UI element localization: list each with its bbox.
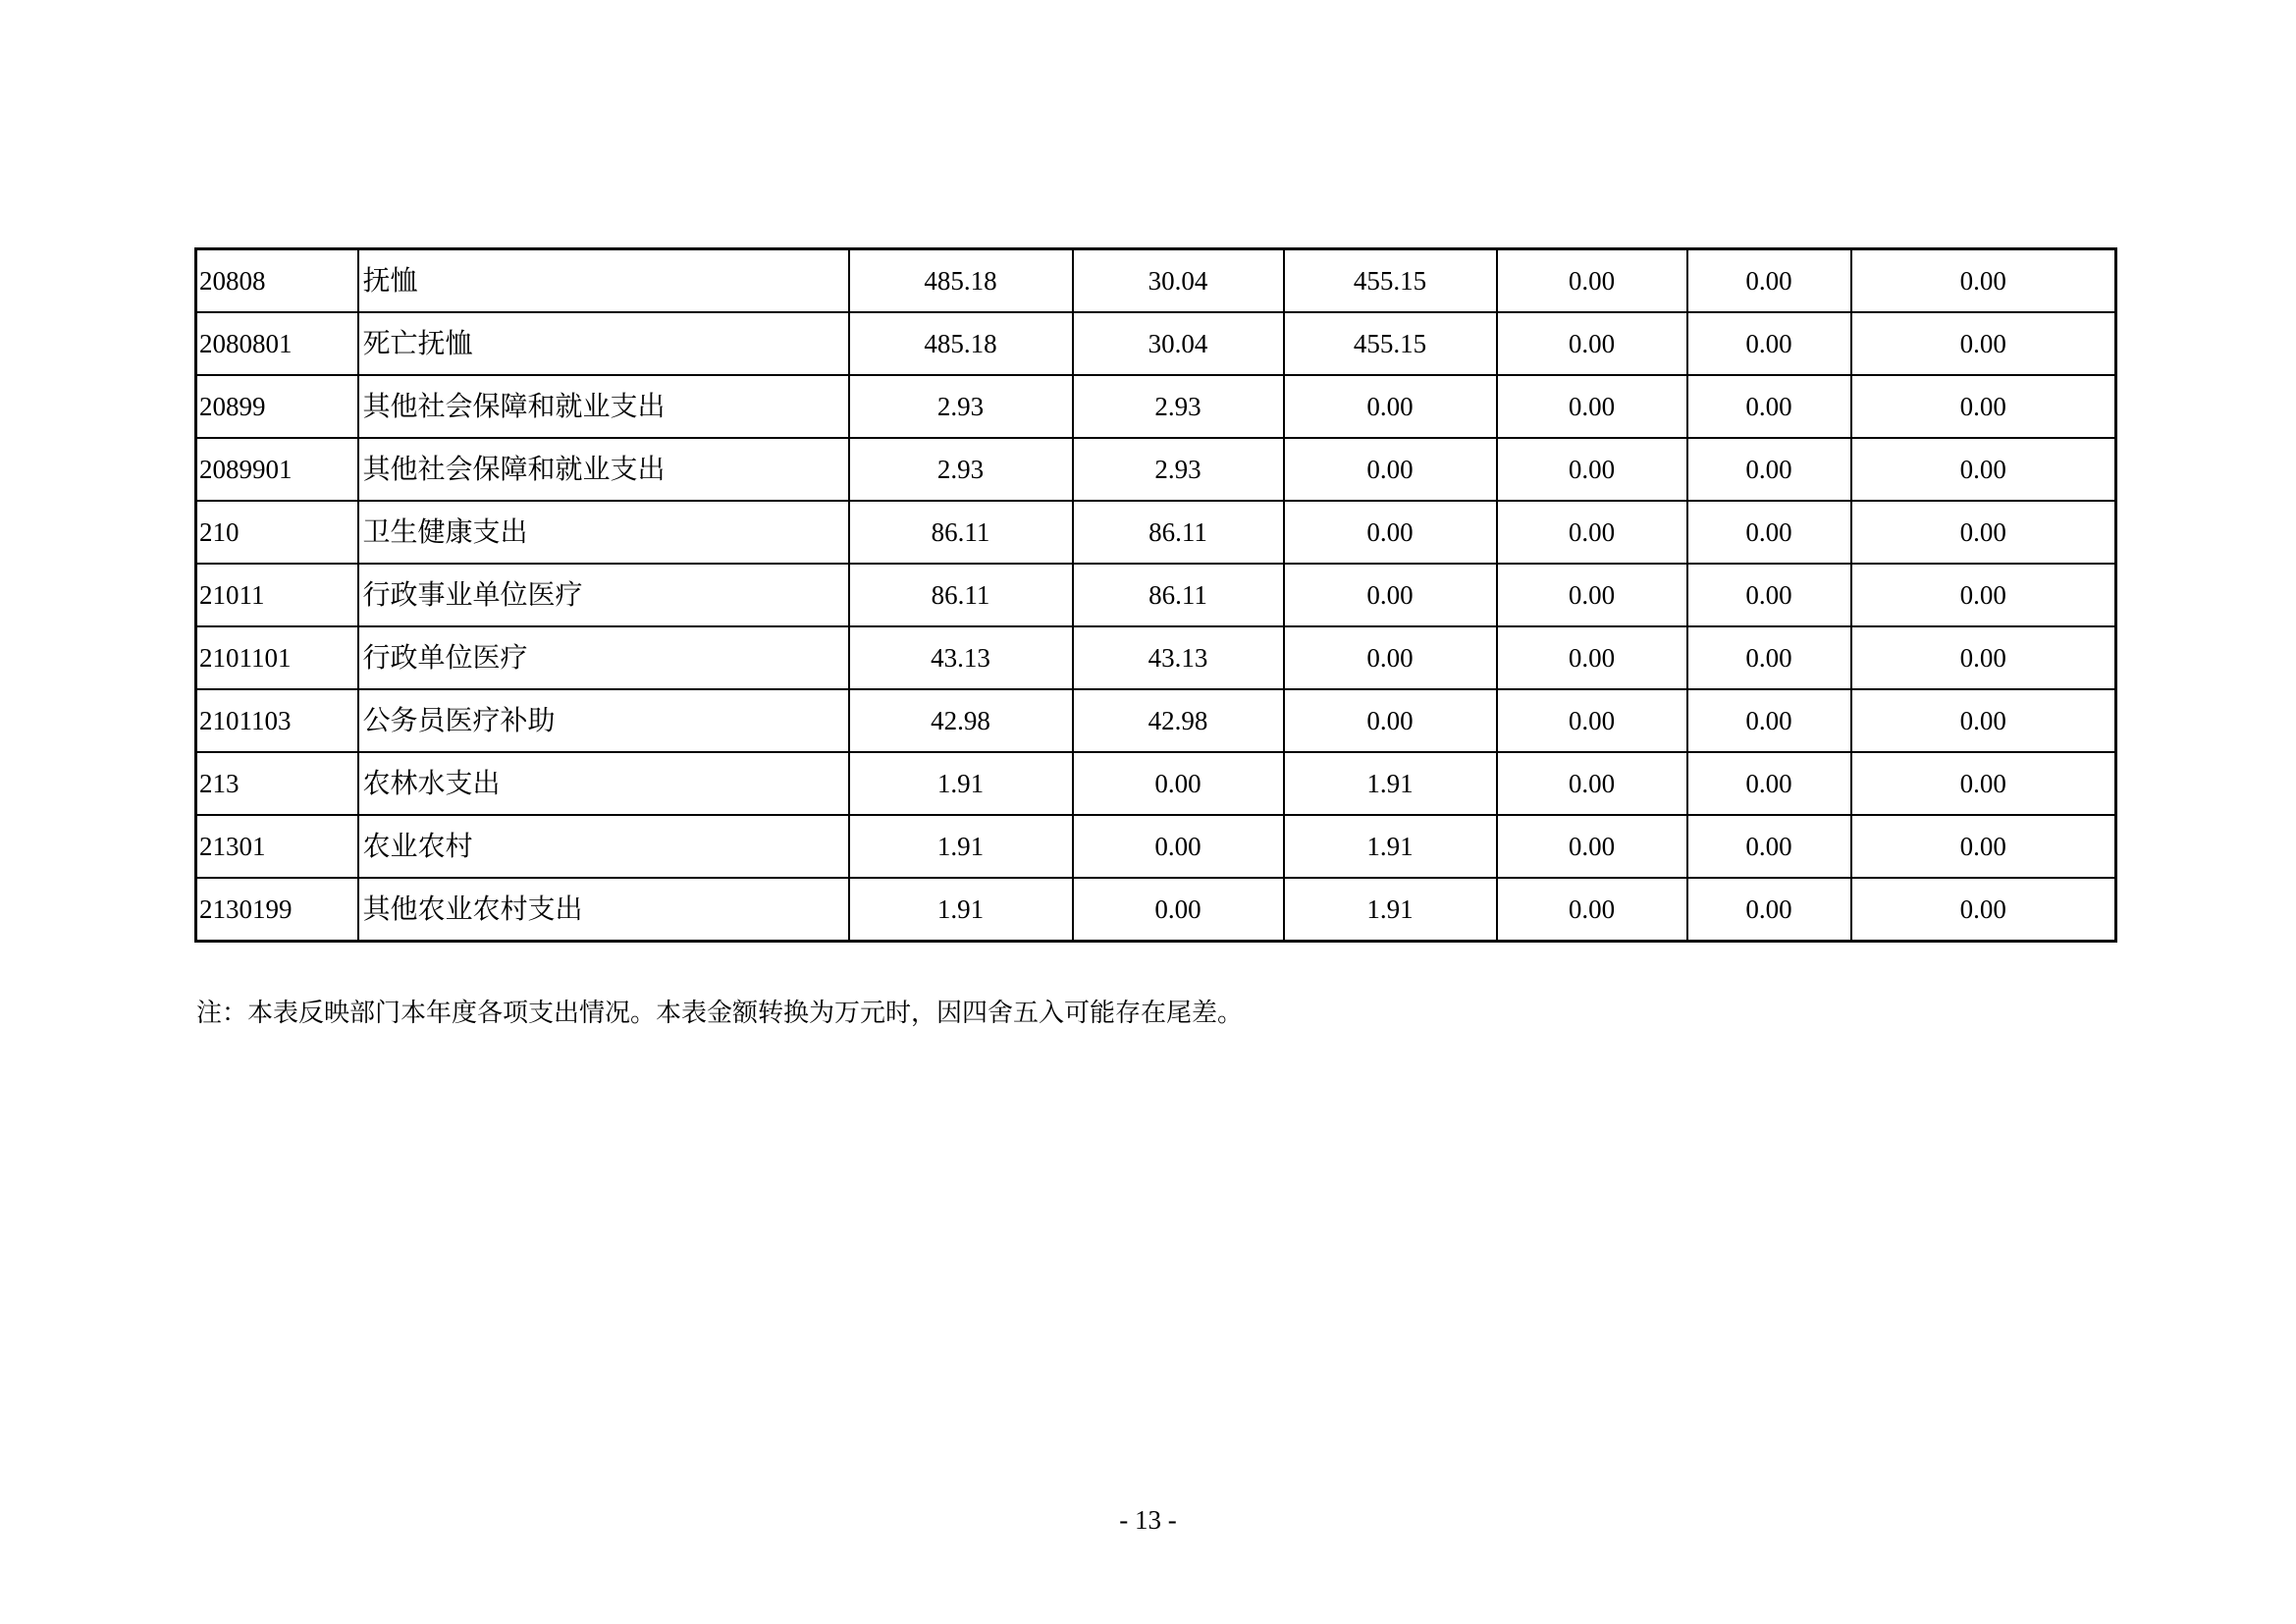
amount-cell: 42.98 — [849, 689, 1073, 752]
amount-cell: 0.00 — [1687, 689, 1851, 752]
subject-name-cell: 公务员医疗补助 — [358, 689, 849, 752]
amount-cell: 0.00 — [1497, 689, 1687, 752]
table-row — [196, 249, 2116, 313]
table-row — [196, 438, 2116, 501]
amount-cell: 1.91 — [849, 752, 1073, 815]
amount-cell: 1.91 — [849, 815, 1073, 878]
subject-code-cell: 21011 — [196, 564, 358, 626]
subject-name-cell: 死亡抚恤 — [358, 312, 849, 375]
subject-code-cell: 2101103 — [196, 689, 358, 752]
amount-cell: 0.00 — [1851, 815, 2116, 878]
amount-cell: 43.13 — [1073, 626, 1284, 689]
amount-cell: 455.15 — [1284, 312, 1497, 375]
amount-cell: 0.00 — [1073, 815, 1284, 878]
amount-cell: 0.00 — [1687, 375, 1851, 438]
amount-cell: 0.00 — [1851, 375, 2116, 438]
amount-cell: 2.93 — [1073, 375, 1284, 438]
subject-name-cell: 其他社会保障和就业支出 — [358, 438, 849, 501]
table-row — [196, 878, 2116, 942]
amount-cell: 0.00 — [1851, 312, 2116, 375]
amount-cell: 0.00 — [1073, 752, 1284, 815]
amount-cell: 1.91 — [849, 878, 1073, 942]
amount-cell: 86.11 — [1073, 564, 1284, 626]
amount-cell: 0.00 — [1073, 878, 1284, 942]
subject-name-cell: 农林水支出 — [358, 752, 849, 815]
amount-cell: 43.13 — [849, 626, 1073, 689]
subject-name-cell: 农业农村 — [358, 815, 849, 878]
amount-cell: 0.00 — [1497, 878, 1687, 942]
amount-cell: 485.18 — [849, 249, 1073, 313]
amount-cell: 0.00 — [1284, 501, 1497, 564]
expenditure-table — [194, 247, 2117, 943]
amount-cell: 2.93 — [1073, 438, 1284, 501]
amount-cell: 30.04 — [1073, 249, 1284, 313]
subject-code-cell: 20808 — [196, 249, 358, 313]
amount-cell: 0.00 — [1851, 438, 2116, 501]
amount-cell: 0.00 — [1851, 564, 2116, 626]
amount-cell: 0.00 — [1497, 312, 1687, 375]
amount-cell: 0.00 — [1687, 815, 1851, 878]
amount-cell: 0.00 — [1851, 249, 2116, 313]
table-row — [196, 312, 2116, 375]
table-row — [196, 501, 2116, 564]
amount-cell: 0.00 — [1851, 501, 2116, 564]
subject-code-cell: 2101101 — [196, 626, 358, 689]
amount-cell: 1.91 — [1284, 815, 1497, 878]
amount-cell: 0.00 — [1497, 815, 1687, 878]
table-row — [196, 375, 2116, 438]
amount-cell: 0.00 — [1687, 626, 1851, 689]
table-note: 注：本表反映部门本年度各项支出情况。本表金额转换为万元时，因四舍五入可能存在尾差。 — [196, 999, 1244, 1028]
amount-cell: 0.00 — [1851, 626, 2116, 689]
amount-cell: 0.00 — [1687, 501, 1851, 564]
subject-code-cell: 21301 — [196, 815, 358, 878]
amount-cell: 86.11 — [849, 501, 1073, 564]
amount-cell: 0.00 — [1851, 689, 2116, 752]
subject-name-cell: 行政事业单位医疗 — [358, 564, 849, 626]
amount-cell: 2.93 — [849, 375, 1073, 438]
amount-cell: 0.00 — [1497, 375, 1687, 438]
amount-cell: 0.00 — [1851, 752, 2116, 815]
page-number: - 13 - — [1119, 1505, 1177, 1535]
amount-cell: 0.00 — [1687, 438, 1851, 501]
table-row — [196, 626, 2116, 689]
subject-name-cell: 行政单位医疗 — [358, 626, 849, 689]
table-row — [196, 564, 2116, 626]
amount-cell: 455.15 — [1284, 249, 1497, 313]
table-row — [196, 689, 2116, 752]
amount-cell: 2.93 — [849, 438, 1073, 501]
amount-cell: 0.00 — [1687, 878, 1851, 942]
amount-cell: 0.00 — [1497, 501, 1687, 564]
amount-cell: 0.00 — [1497, 752, 1687, 815]
amount-cell: 86.11 — [849, 564, 1073, 626]
amount-cell: 0.00 — [1284, 438, 1497, 501]
subject-code-cell: 210 — [196, 501, 358, 564]
amount-cell: 0.00 — [1284, 564, 1497, 626]
subject-code-cell: 2080801 — [196, 312, 358, 375]
subject-code-cell: 2130199 — [196, 878, 358, 942]
subject-name-cell: 其他社会保障和就业支出 — [358, 375, 849, 438]
table-body — [196, 249, 2116, 942]
amount-cell: 1.91 — [1284, 878, 1497, 942]
amount-cell: 1.91 — [1284, 752, 1497, 815]
amount-cell: 485.18 — [849, 312, 1073, 375]
amount-cell: 0.00 — [1687, 249, 1851, 313]
amount-cell: 0.00 — [1284, 626, 1497, 689]
amount-cell: 0.00 — [1284, 375, 1497, 438]
subject-code-cell: 20899 — [196, 375, 358, 438]
amount-cell: 0.00 — [1687, 312, 1851, 375]
table-row — [196, 752, 2116, 815]
amount-cell: 0.00 — [1497, 249, 1687, 313]
amount-cell: 0.00 — [1497, 626, 1687, 689]
subject-code-cell: 213 — [196, 752, 358, 815]
table-row — [196, 815, 2116, 878]
amount-cell: 0.00 — [1497, 564, 1687, 626]
subject-name-cell: 抚恤 — [358, 249, 849, 313]
amount-cell: 0.00 — [1497, 438, 1687, 501]
amount-cell: 0.00 — [1851, 878, 2116, 942]
amount-cell: 86.11 — [1073, 501, 1284, 564]
subject-name-cell: 卫生健康支出 — [358, 501, 849, 564]
amount-cell: 42.98 — [1073, 689, 1284, 752]
amount-cell: 30.04 — [1073, 312, 1284, 375]
subject-code-cell: 2089901 — [196, 438, 358, 501]
amount-cell: 0.00 — [1284, 689, 1497, 752]
subject-name-cell: 其他农业农村支出 — [358, 878, 849, 942]
amount-cell: 0.00 — [1687, 564, 1851, 626]
amount-cell: 0.00 — [1687, 752, 1851, 815]
